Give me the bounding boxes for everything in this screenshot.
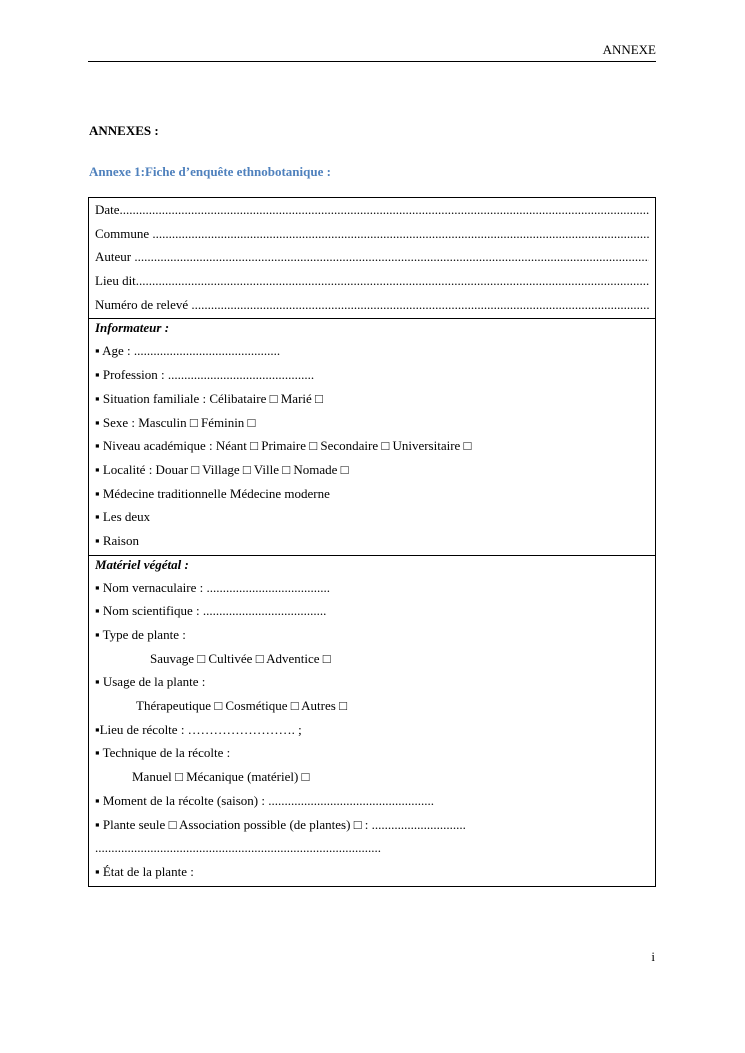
form-line: ▪ Type de plante : <box>95 627 186 642</box>
form-line: ▪ Nom scientifique : ...................................... <box>95 603 327 619</box>
form-line: ▪ Niveau académique : Néant □ Primaire □ Secondaire □ Universitaire □ <box>95 438 472 454</box>
form-line: ▪ Age : ............................................. <box>95 343 281 359</box>
survey-form-table <box>88 197 656 887</box>
form-line: ▪ Localité : Douar □ Village □ Ville □ Nomade □ <box>95 461 349 477</box>
form-line: ▪ Moment de la récolte (saison) : ................................................... <box>95 792 434 808</box>
page-title: ANNEXES : <box>89 123 159 138</box>
field-auteur: Auteur ..... <box>95 245 649 269</box>
general-info-section <box>89 198 655 318</box>
running-title: ANNEXE <box>602 42 656 57</box>
form-line: ▪ Nom vernaculaire : ...................................... <box>95 579 330 595</box>
annex-subtitle: Annexe 1:Fiche d’enquête ethnobotanique : <box>89 164 331 179</box>
form-line: ▪ Raison <box>95 532 139 548</box>
form-line: ▪ Technique de la récolte : <box>95 745 231 761</box>
form-options: Thérapeutique □ Cosmétique □ Autres □ <box>136 698 347 714</box>
page-number: i <box>651 949 655 964</box>
form-line: ▪ Sexe : Masculin □ Féminin □ <box>95 414 256 430</box>
informateur-section <box>89 318 655 554</box>
section-heading: Informateur : <box>95 320 170 336</box>
running-header <box>88 42 656 62</box>
field-numero-releve: Numéro de relevé ..... <box>95 293 649 317</box>
form-line: ........................................................................................ <box>95 840 381 856</box>
field-date: Date ..... <box>95 198 649 222</box>
materiel-vegetal-section <box>89 555 655 886</box>
form-line: ▪Lieu de récolte : ……………………. ; <box>95 721 302 737</box>
form-line: ▪ Médecine traditionnelle Médecine moderne <box>95 485 330 501</box>
field-commune: Commune ..... <box>95 222 649 246</box>
form-options: Manuel □ Mécanique (matériel) □ <box>132 769 310 785</box>
field-lieu-dit: Lieu dit ..... <box>95 269 649 293</box>
form-line: ▪ État de la plante : <box>95 863 194 879</box>
form-line: ▪ Usage de la plante : <box>95 674 206 690</box>
section-heading: Matériel végétal : <box>95 556 189 572</box>
form-line: ▪ Situation familiale : Célibataire □ Marié □ <box>95 390 323 406</box>
form-line: ▪ Plante seule □ Association possible (de plantes) □ : ............................. <box>95 816 466 832</box>
form-line: ▪ Profession : ............................................. <box>95 367 315 383</box>
form-line: ▪ Les deux <box>95 509 151 525</box>
form-options: Sauvage □ Cultivée □ Adventice □ <box>150 650 331 666</box>
